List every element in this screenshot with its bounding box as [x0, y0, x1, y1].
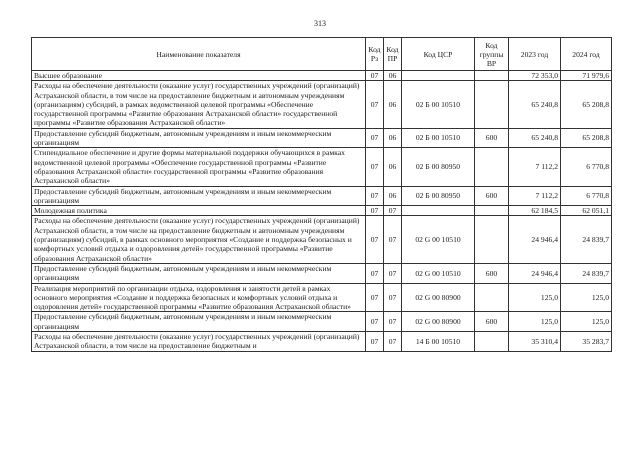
- row-name: Предоставление субсидий бюджетным, автономным учреждениям и иным некоммерческим организациям: [32, 312, 366, 332]
- table-row: [32, 206, 612, 216]
- row-2023: 72 353,0: [509, 71, 561, 81]
- row-vr: [475, 283, 509, 312]
- header-rz: Код Рз: [366, 38, 384, 71]
- row-2024: 125,0: [561, 312, 612, 332]
- row-name: Реализация мероприятий по организации отдыха, оздоровления и занятости детей в рамках основного мероприятия «Создание и поддержка безопасных и комфортных условий отдыха и оздоровления детей» государственной программы «Развитие образования Астраханской области»: [32, 283, 366, 312]
- table-row: [32, 81, 612, 128]
- row-vr: 600: [475, 128, 509, 148]
- row-name: Молодежная политика: [32, 206, 366, 216]
- row-name: Предоставление субсидий бюджетным, автономным учреждениям и иным некоммерческим организациям: [32, 263, 366, 283]
- row-pr: 07: [384, 206, 402, 216]
- row-rz: 07: [366, 186, 384, 206]
- header-vr: Код группы ВР: [475, 38, 509, 71]
- row-csr: 02 G 00 10510: [402, 263, 475, 283]
- row-csr: 02 G 00 80900: [402, 312, 475, 332]
- row-vr: [475, 206, 509, 216]
- row-2023: 24 946,4: [509, 263, 561, 283]
- row-csr: 14 Б 00 10510: [402, 332, 475, 352]
- row-2024: 125,0: [561, 283, 612, 312]
- row-rz: 07: [366, 148, 384, 186]
- table-row: [32, 312, 612, 332]
- row-pr: 07: [384, 332, 402, 352]
- table-header-row: [32, 38, 612, 71]
- row-pr: 07: [384, 263, 402, 283]
- row-name: Расходы на обеспечение деятельности (оказание услуг) государственных учреждений (организаций) Астраханской области, в том числе на предоставление бюджетным и: [32, 332, 366, 352]
- header-name: Наименование показателя: [32, 38, 366, 71]
- row-rz: 07: [366, 283, 384, 312]
- row-name: Стипендиальное обеспечение и другие формы материальной поддержки обучающихся в рамках ведомственной целевой программы «Обеспечение государственной программы «Развитие образования Астраханской области» государственной программы «Развитие образования Астраханской области»: [32, 148, 366, 186]
- row-2023: 125,0: [509, 283, 561, 312]
- row-name: Расходы на обеспечение деятельности (оказание услуг) государственных учреждений (организаций) Астраханской области, в том числе на предоставление бюджетным и автономным учреждениям (организациям) субсидий, в рамках основного мероприятия «Создание и поддержка безопасных и комфортных условий отдыха и оздоровления детей» государственной программы «Развитие образования Астраханской области»: [32, 216, 366, 263]
- page-number: 313: [314, 19, 326, 28]
- row-rz: 07: [366, 216, 384, 263]
- row-csr: 02 Б 00 10510: [402, 81, 475, 128]
- row-2023: 65 240,8: [509, 81, 561, 128]
- row-pr: 06: [384, 128, 402, 148]
- row-rz: 07: [366, 71, 384, 81]
- table-row: [32, 71, 612, 81]
- row-vr: 600: [475, 263, 509, 283]
- table-row: [32, 216, 612, 263]
- row-2023: 7 112,2: [509, 148, 561, 186]
- row-2023: 7 112,2: [509, 186, 561, 206]
- row-pr: 06: [384, 186, 402, 206]
- row-2024: 6 770,8: [561, 148, 612, 186]
- row-vr: [475, 71, 509, 81]
- row-2023: 35 310,4: [509, 332, 561, 352]
- row-2023: 62 184,5: [509, 206, 561, 216]
- table-row: [32, 128, 612, 148]
- row-csr: 02 Б 00 80950: [402, 148, 475, 186]
- row-rz: 07: [366, 312, 384, 332]
- row-pr: 07: [384, 283, 402, 312]
- row-vr: [475, 216, 509, 263]
- table-row: [32, 283, 612, 312]
- row-name: Высшее образование: [32, 71, 366, 81]
- header-pr: Код ПР: [384, 38, 402, 71]
- row-csr: 02 G 00 80900: [402, 283, 475, 312]
- header-csr: Код ЦСР: [402, 38, 475, 71]
- row-2024: 24 839,7: [561, 263, 612, 283]
- row-pr: 06: [384, 71, 402, 81]
- row-pr: 06: [384, 81, 402, 128]
- row-vr: [475, 332, 509, 352]
- header-2023: 2023 год: [509, 38, 561, 71]
- row-2024: 62 051,1: [561, 206, 612, 216]
- row-vr: 600: [475, 312, 509, 332]
- row-2024: 65 208,8: [561, 128, 612, 148]
- row-2023: 24 946,4: [509, 216, 561, 263]
- row-vr: 600: [475, 186, 509, 206]
- row-2024: 6 770,8: [561, 186, 612, 206]
- row-name: Расходы на обеспечение деятельности (оказание услуг) государственных учреждений (организаций) Астраханской области, в том числе на предоставление бюджетным и автономным учреждениям (организациям) субсидий, в рамках ведомственной целевой программы «Обеспечение государственной программы «Развитие образования Астраханской области» государственной программы «Развитие образования Астраханской области»: [32, 81, 366, 128]
- table-row: [32, 186, 612, 206]
- row-pr: 07: [384, 216, 402, 263]
- row-pr: 06: [384, 148, 402, 186]
- row-rz: 07: [366, 332, 384, 352]
- table-row: [32, 263, 612, 283]
- budget-table: [31, 37, 612, 352]
- row-2024: 71 979,6: [561, 71, 612, 81]
- row-rz: 07: [366, 263, 384, 283]
- row-2024: 24 839,7: [561, 216, 612, 263]
- row-2023: 125,0: [509, 312, 561, 332]
- row-2024: 35 283,7: [561, 332, 612, 352]
- table-row: [32, 332, 612, 352]
- row-2024: 65 208,8: [561, 81, 612, 128]
- row-rz: 07: [366, 128, 384, 148]
- row-csr: [402, 206, 475, 216]
- row-name: Предоставление субсидий бюджетным, автономным учреждениям и иным некоммерческим организациям: [32, 128, 366, 148]
- row-name: Предоставление субсидий бюджетным, автономным учреждениям и иным некоммерческим организациям: [32, 186, 366, 206]
- row-rz: 07: [366, 81, 384, 128]
- row-csr: 02 Б 00 10510: [402, 128, 475, 148]
- row-pr: 07: [384, 312, 402, 332]
- header-2024: 2024 год: [561, 38, 612, 71]
- row-csr: [402, 71, 475, 81]
- row-2023: 65 240,8: [509, 128, 561, 148]
- row-csr: 02 G 00 10510: [402, 216, 475, 263]
- row-vr: [475, 81, 509, 128]
- row-rz: 07: [366, 206, 384, 216]
- row-vr: [475, 148, 509, 186]
- table-row: [32, 148, 612, 186]
- row-csr: 02 Б 00 80950: [402, 186, 475, 206]
